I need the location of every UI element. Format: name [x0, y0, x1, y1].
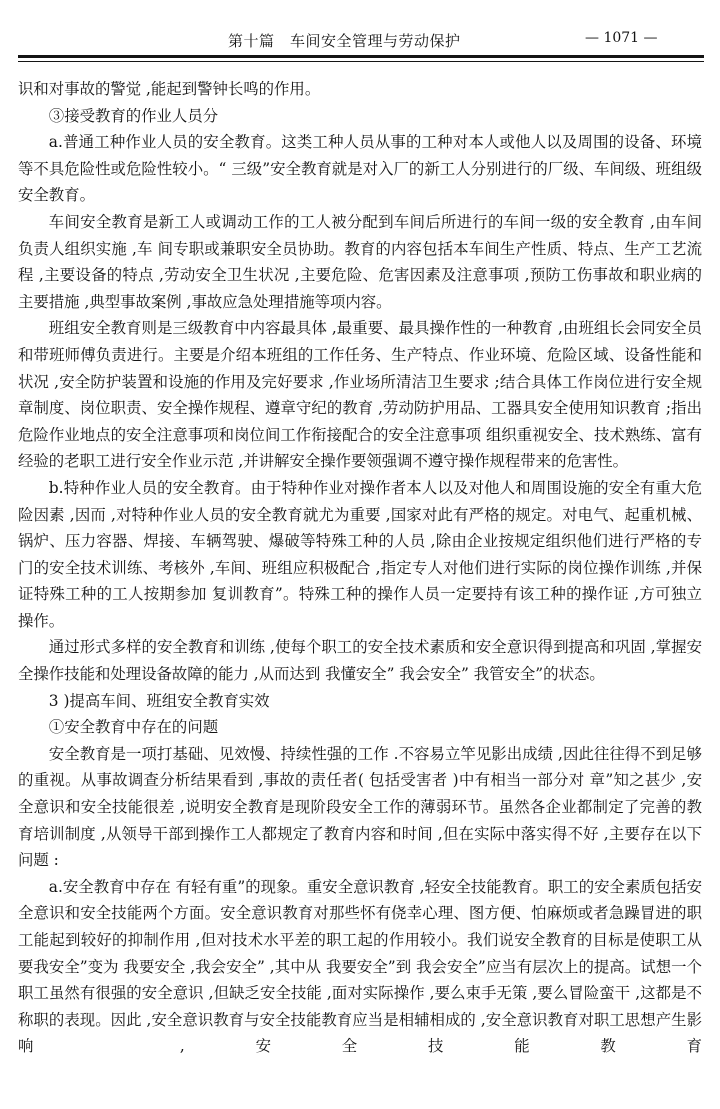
paragraph: 识和对事故的警觉 ,能起到警钟长鸣的作用。 — [18, 80, 321, 98]
paragraph: 安全教育是一项打基础、见效慢、持续性强的工作 .不容易立竿见影出成绩 ,因此往往得不到足够的重视。从事故调查分析结果看到 ,事故的责任者( 包括受害者 )中有相当一部分对 章”知之甚少 ,安全意识和安全技能很差 ,说明安全教育是现阶段安全工作的薄弱环节。虽然各企业都制定了完善的教育培训制度 ,从领导干部到操作工人都规定了教育内容和时间 ,但在实际中落实得不好 ,主要存在以下问题 : — [18, 744, 702, 870]
header-rule-thick — [18, 55, 704, 58]
section-heading: 3 )提高车间、班组安全教育实效 — [48, 691, 270, 710]
chapter-title: 第十篇 车间安全管理与劳动保护 — [228, 32, 461, 50]
paragraph: a.安全教育中存在 有轻有重”的现象。重安全意识教育 ,轻安全技能教育。职工的安全素质包括安全意识和安全技能两个方面。安全意识教育对那些怀有侥幸心理、图方便、怕麻烦或者急躁冒进的职工能起到较好的抑制作用 ,但对技术水平差的职工起的作用较小。我们说安全教育的目标是使职工从 要我安全”变为 我要安全 ,我会安全” ,其中从 我要安全”到 我会安全”应当有层次上的提高。试想一个职工虽然有很强的安全意识 ,但缺乏安全技能 ,面对实际操作 ,要么束手无策 ,要么冒险蛮干 ,这都是不称职的表现。因此 ,安全意识教育与安全技能教育应当是相辅相成的 ,安全意识教育对职工思想产生影响 ,安全技能教育 — [18, 877, 702, 1056]
list-heading: ③接受教育的作业人员分 — [48, 106, 219, 125]
paragraph: 班组安全教育则是三级教育中内容最具体 ,最重要、最具操作性的一种教育 ,由班组长会同安全员和带班师傅负责进行。主要是介绍本班组的工作任务、生产特点、作业环境、危险区域、设备性能和状况 ,安全防护装置和设施的作用及完好要求 ,作业场所清洁卫生要求 ;结合具体工作岗位进行安全规章制度、岗位职责、安全操作规程、遵章守纪的教育 ,劳动防护用品、工器具安全使用知识教育 ;指出危险作业地点的安全注意事项和岗位间工作衔接配合的安全注意事项 组织重视安全、技术熟练、富有经验的老职工进行安全作业示范 ,并讲解安全操作要领强调不遵守操作规程带来的危害性。 — [18, 319, 702, 471]
running-header — [0, 30, 720, 54]
paragraph: 车间安全教育是新工人或调动工作的工人被分配到车间后所进行的车间一级的安全教育 ,由车间负责人组织实施 ,车 间专职或兼职安全员协助。教育的内容包括本车间生产性质、特点、生产工艺流程 ,主要设备的特点 ,劳动安全卫生状况 ,主要危险、危害因素及注意事项 ,预防工伤事故和职业病的主要措施 ,典型事故案例 ,事故应急处理措施等项内容。 — [18, 212, 702, 311]
page-number: — 1071 — — [585, 30, 658, 46]
paragraph: b.特种作业人员的安全教育。由于特种作业对操作者本人以及对他人和周围设施的安全有重大危险因素 ,因而 ,对特种作业人员的安全教育就尤为重要 ,国家对此有严格的规定。对电气、起重机械、锅炉、压力容器、焊接、车辆驾驶、爆破等特殊工种的人员 ,除由企业按规定组织他们进行严格的专门的安全技术训练、考核外 ,车间、班组应积极配合 ,指定专人对他们进行实际的岗位操作训练 ,并保证特殊工种的工人按期参加 复训教育”。特殊工种的操作人员一定要持有该工种的操作证 ,方可独立操作。 — [18, 478, 702, 630]
paragraph: 通过形式多样的安全教育和训练 ,使每个职工的安全技术素质和安全意识得到提高和巩固 ,掌握安全操作技能和处理设备故障的能力 ,从而达到 我懂安全” 我会安全” 我管安全”的状态。 — [18, 638, 702, 684]
body-text — [18, 76, 702, 1060]
header-rule-thin — [18, 61, 704, 62]
paragraph: a.普通工种作业人员的安全教育。这类工种人员从事的工种对本人或他人以及周围的设备、环境等不具危险性或危险性较小。“ 三级”安全教育就是对入厂的新工人分别进行的厂级、车间级、班组级安全教育。 — [18, 133, 702, 205]
subsection-heading: ①安全教育中存在的问题 — [48, 718, 219, 737]
